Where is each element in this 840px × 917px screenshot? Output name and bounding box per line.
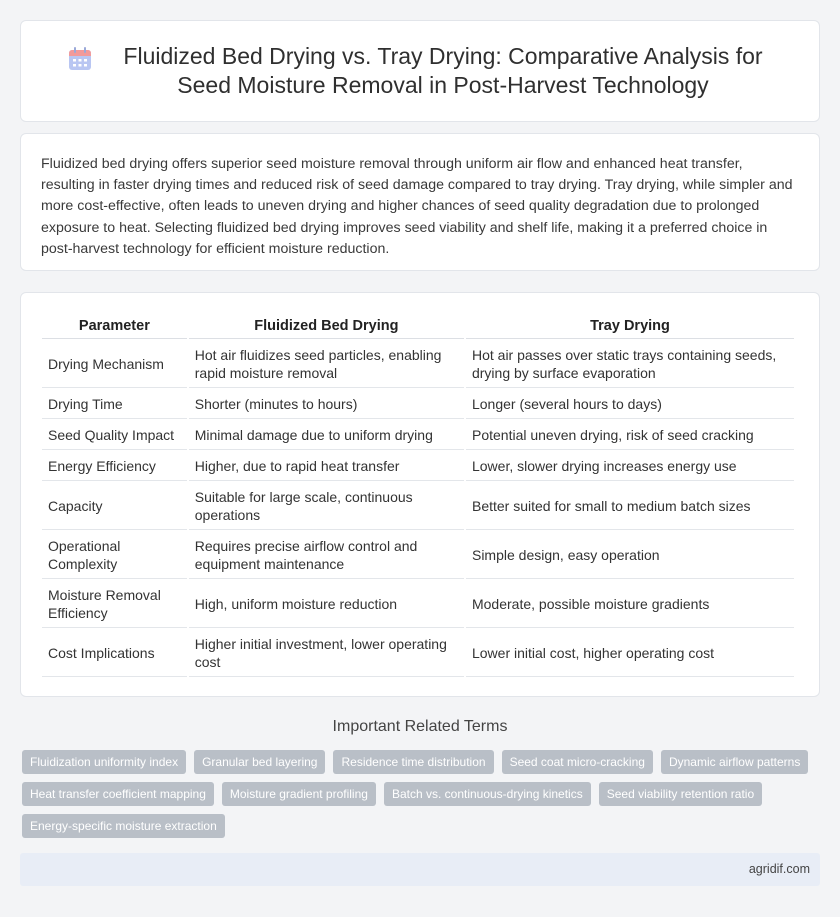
related-term-tag[interactable]: Seed coat micro-cracking: [502, 750, 653, 774]
table-header-row: [42, 313, 794, 339]
summary-card: [20, 133, 820, 271]
table-cell: Potential uneven drying, risk of seed cracking: [466, 419, 794, 450]
header-fluidized-bed: Fluidized Bed Drying: [189, 313, 464, 339]
table-row: [42, 339, 794, 388]
table-cell: Simple design, easy operation: [466, 530, 794, 579]
table-cell: Minimal damage due to uniform drying: [189, 419, 464, 450]
table-row: [42, 628, 794, 677]
table-cell: Better suited for small to medium batch sizes: [466, 481, 794, 530]
table-cell: Moderate, possible moisture gradients: [466, 579, 794, 628]
table-row: [42, 419, 794, 450]
title-card: [20, 20, 820, 122]
related-term-tag[interactable]: Fluidization uniformity index: [22, 750, 186, 774]
comparison-table-card: [20, 292, 820, 697]
header-tray-drying: Tray Drying: [466, 313, 794, 339]
table-cell: Hot air passes over static trays containing seeds, drying by surface evaporation: [466, 339, 794, 388]
table-cell: Energy Efficiency: [42, 450, 187, 481]
summary-text: Fluidized bed drying offers superior seed moisture removal through uniform air flow and enhanced heat transfer, resulting in faster drying times and reduced risk of seed damage compared to tray drying. Tray drying, while simpler and more cost-effective, often leads to uneven drying and higher chances of seed quality degradation due to prolonged exposure to heat. Selecting fluidized bed drying improves seed viability and shelf life, making it a preferred choice in post-harvest technology for efficient moisture reduction.: [41, 156, 793, 257]
table-cell: Suitable for large scale, continuous operations: [189, 481, 464, 530]
table-row: [42, 450, 794, 481]
header-parameter: Parameter: [42, 313, 187, 339]
table-row: [42, 530, 794, 579]
title-wrap: [67, 42, 773, 100]
table-cell: Shorter (minutes to hours): [189, 388, 464, 419]
table-row: [42, 388, 794, 419]
related-term-tag[interactable]: Batch vs. continuous-drying kinetics: [384, 782, 591, 806]
related-term-tag[interactable]: Dynamic airflow patterns: [661, 750, 808, 774]
related-term-tag[interactable]: Seed viability retention ratio: [599, 782, 762, 806]
table-cell: Drying Time: [42, 388, 187, 419]
table-cell: High, uniform moisture reduction: [189, 579, 464, 628]
related-term-tag[interactable]: Moisture gradient profiling: [222, 782, 376, 806]
table-cell: Lower initial cost, higher operating cost: [466, 628, 794, 677]
table-cell: Drying Mechanism: [42, 339, 187, 388]
table-cell: Cost Implications: [42, 628, 187, 677]
table-cell: Hot air fluidizes seed particles, enabling rapid moisture removal: [189, 339, 464, 388]
related-term-tag[interactable]: Granular bed layering: [194, 750, 325, 774]
related-term-tag[interactable]: Heat transfer coefficient mapping: [22, 782, 214, 806]
related-term-tag[interactable]: Energy-specific moisture extraction: [22, 814, 225, 838]
calendar-icon: [67, 46, 93, 72]
page-title: Fluidized Bed Drying vs. Tray Drying: Comparative Analysis for Seed Moisture Removal in Post-Harvest Technology: [123, 43, 763, 98]
footer-site-link[interactable]: agridif.com: [748, 862, 810, 876]
footer: [20, 853, 820, 886]
table-cell: Higher, due to rapid heat transfer: [189, 450, 464, 481]
related-terms-list: [22, 750, 822, 846]
table-cell: Seed Quality Impact: [42, 419, 187, 450]
comparison-table: [40, 313, 796, 677]
table-cell: Requires precise airflow control and equipment maintenance: [189, 530, 464, 579]
related-term-tag[interactable]: Residence time distribution: [333, 750, 493, 774]
table-cell: Capacity: [42, 481, 187, 530]
table-row: [42, 579, 794, 628]
table-cell: Longer (several hours to days): [466, 388, 794, 419]
table-cell: Operational Complexity: [42, 530, 187, 579]
table-row: [42, 481, 794, 530]
table-cell: Higher initial investment, lower operating cost: [189, 628, 464, 677]
table-cell: Lower, slower drying increases energy use: [466, 450, 794, 481]
related-terms-title: Important Related Terms: [332, 718, 508, 735]
table-cell: Moisture Removal Efficiency: [42, 579, 187, 628]
